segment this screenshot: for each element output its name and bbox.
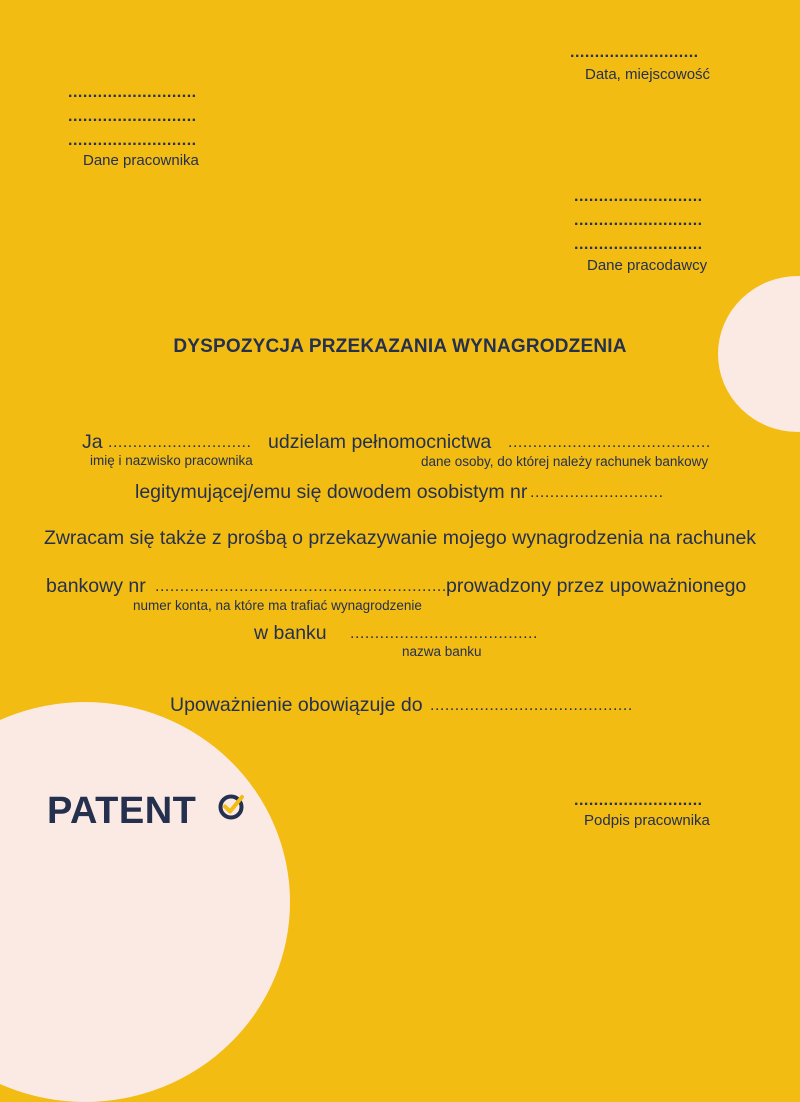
- line2-text: legitymującej/emu się dowodem osobistym nr: [135, 481, 528, 503]
- line6-prefix: Upoważnienie obowiązuje do: [170, 694, 423, 716]
- date-place-label: Data, miejscowość: [585, 66, 711, 83]
- account-number-dots[interactable]: ..............................................................: [155, 578, 462, 595]
- signature-dots[interactable]: ..........................: [574, 792, 703, 809]
- document-title: DYSPOZYCJA PRZEKAZANIA WYNAGRODZENIA: [173, 336, 627, 357]
- line1-middle: udzielam pełnomocnictwa: [268, 431, 492, 453]
- employer-dots-2[interactable]: ..........................: [574, 212, 703, 229]
- employee-name-dots[interactable]: .............................: [108, 434, 252, 451]
- employer-dots-3[interactable]: ..........................: [574, 236, 703, 253]
- authorized-person-dots[interactable]: .........................................: [508, 434, 711, 451]
- employee-dots-1[interactable]: ..........................: [68, 84, 197, 101]
- decor-circle-left: [0, 702, 290, 1102]
- signature-label: Podpis pracownika: [584, 812, 710, 829]
- valid-until-dots[interactable]: .........................................: [430, 697, 633, 714]
- line5-prefix: w banku: [254, 622, 327, 644]
- employee-label: Dane pracownika: [83, 152, 199, 169]
- check-circle-icon: [218, 794, 244, 820]
- logo-text: PATENT: [47, 790, 197, 832]
- bank-name-hint: nazwa banku: [402, 644, 482, 659]
- account-number-hint: numer konta, na które ma trafiać wynagrodzenie: [133, 598, 422, 613]
- id-number-dots[interactable]: ...........................: [530, 484, 664, 501]
- line4-suffix: prowadzony przez upoważnionego: [446, 575, 747, 597]
- bank-name-dots[interactable]: ......................................: [350, 625, 538, 642]
- employee-name-hint: imię i nazwisko pracownika: [90, 453, 253, 468]
- line1-prefix: Ja: [82, 431, 103, 453]
- employee-dots-2[interactable]: ..........................: [68, 108, 197, 125]
- date-place-dots[interactable]: ..........................: [570, 44, 699, 61]
- employer-dots-1[interactable]: ..........................: [574, 188, 703, 205]
- employee-dots-3[interactable]: ..........................: [68, 132, 197, 149]
- line4-prefix: bankowy nr: [46, 575, 146, 597]
- patento-logo: [47, 790, 196, 833]
- authorized-person-hint: dane osoby, do której należy rachunek bankowy: [421, 454, 709, 469]
- employer-label: Dane pracodawcy: [587, 257, 708, 274]
- line3-text: Zwracam się także z prośbą o przekazywanie mojego wynagrodzenia na rachunek: [43, 527, 757, 549]
